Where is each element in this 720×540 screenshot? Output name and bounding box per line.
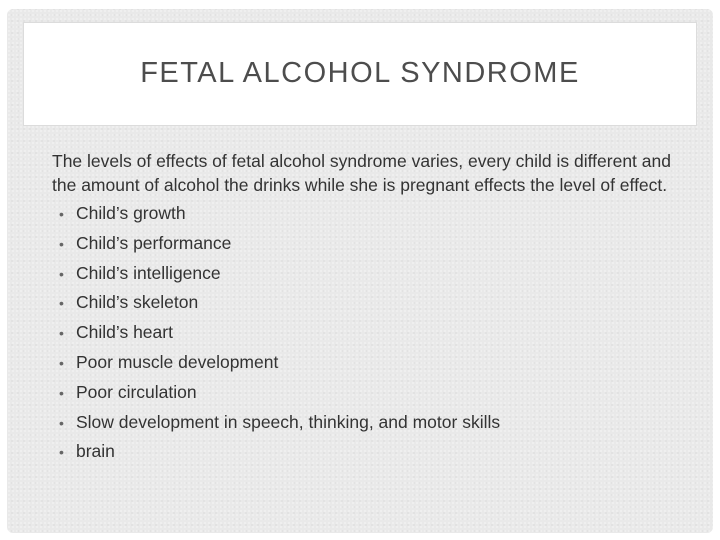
bullet-icon: • [59, 265, 64, 282]
slide-title: FETAL ALCOHOL SYNDROME [140, 56, 580, 89]
list-item [52, 348, 672, 378]
bullet-text: Child’s growth [76, 203, 186, 223]
bullet-text: Child’s heart [76, 322, 173, 343]
list-item [52, 437, 672, 467]
bullet-text: Child’s skeleton [76, 292, 199, 313]
bullet-icon: • [59, 295, 64, 312]
bullet-text: Child’s performance [76, 232, 232, 253]
bullet-icon: • [59, 206, 64, 222]
list-item [52, 378, 672, 408]
list-item [52, 288, 672, 318]
bullet-text: Poor muscle development [76, 351, 279, 372]
bullet-icon: • [59, 325, 64, 342]
bullet-text: Child’s intelligence [76, 262, 221, 283]
list-item [52, 318, 672, 348]
bullet-text: Slow development in speech, thinking, and motor skills [76, 411, 501, 432]
list-item [52, 259, 672, 289]
slide [7, 9, 713, 533]
bullet-text: brain [76, 441, 115, 462]
bullet-icon: • [59, 414, 64, 431]
list-item [52, 408, 672, 438]
bullet-text: Poor circulation [76, 381, 197, 402]
intro-paragraph: The levels of effects of fetal alcohol syndrome varies, every child is different and the amount of alcohol the drinks while she is pregnant effects the level of effect. [52, 151, 671, 195]
bullet-icon: • [59, 235, 64, 252]
list-item [52, 229, 672, 259]
bullet-list [52, 199, 672, 467]
bullet-icon: • [59, 444, 64, 461]
list-item [52, 199, 672, 229]
slide-body [52, 149, 672, 467]
bullet-icon: • [59, 384, 64, 401]
title-band [23, 22, 697, 126]
bullet-icon: • [59, 354, 64, 371]
